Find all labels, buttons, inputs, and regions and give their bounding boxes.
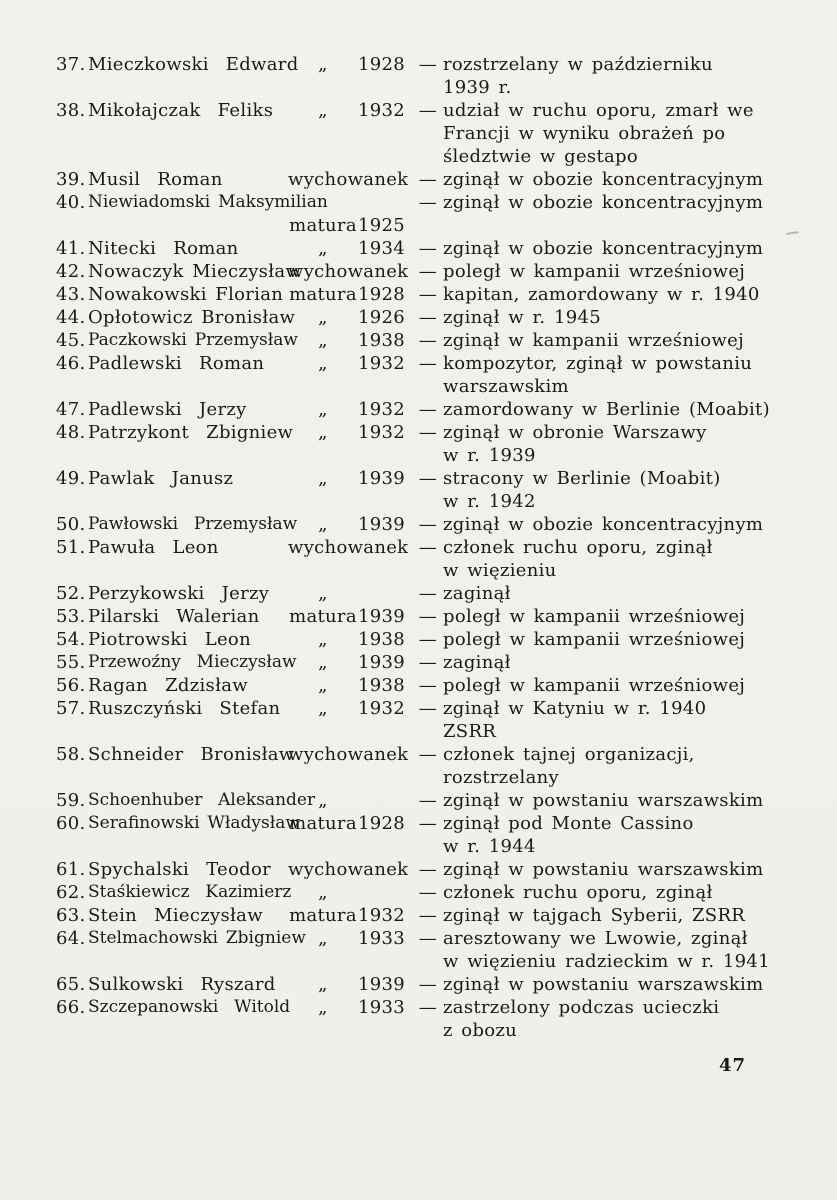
entry-name: Mikołajczak Feliks: [88, 100, 274, 121]
entry-description: [443, 398, 793, 421]
description-line: zastrzelony podczas ucieczki: [443, 997, 720, 1018]
entry-name: Perzykowski Jerzy: [88, 583, 270, 604]
entry-dash: —: [418, 169, 437, 190]
entry-description: [443, 283, 793, 306]
entry-status: wychowanek: [288, 859, 409, 880]
entry-dash: —: [418, 307, 437, 328]
entry-status: matura: [289, 905, 357, 926]
description-line: ZSRR: [443, 721, 497, 742]
list-entry-continuation: [56, 214, 793, 237]
description-line: zginął w powstaniu warszawskim: [443, 974, 764, 995]
entry-name: Mieczkowski Edward: [88, 54, 299, 75]
description-line: zamordowany w Berlinie (Moabit): [443, 399, 770, 420]
entry-year: 1928: [358, 813, 406, 834]
entry-year: [358, 881, 400, 904]
list-entry: [56, 398, 793, 421]
entry-number: 37.: [56, 54, 86, 75]
entry-dash: —: [418, 974, 437, 995]
entry-name: Serafinowski Władysław: [88, 813, 300, 833]
entry-name: Musil Roman: [88, 169, 223, 190]
entry-name: Pilarski Walerian: [88, 606, 260, 627]
entry-description: [443, 605, 793, 628]
entry-description: [443, 927, 793, 973]
entry-year: 1939: [358, 514, 406, 535]
description-line: z obozu: [443, 1020, 518, 1041]
entry-description: [443, 858, 793, 881]
entry-status: „: [318, 468, 328, 489]
entry-number: 53.: [56, 606, 86, 627]
list-entry: [56, 973, 793, 996]
entry-dash: —: [418, 928, 437, 949]
entry-dash: —: [418, 698, 437, 719]
entry-name: Pawuła Leon: [88, 537, 219, 558]
description-line: udział w ruchu oporu, zmarł we: [443, 100, 754, 121]
entry-name: Stein Mieczysław: [88, 905, 263, 926]
entry-year: 1938: [358, 330, 406, 351]
entry-dash: —: [418, 790, 437, 811]
description-line: kompozytor, zginął w powstaniu: [443, 353, 753, 374]
list-entry: [56, 306, 793, 329]
entry-number: 48.: [56, 422, 86, 443]
description-line: w więzieniu radzieckim w r. 1941: [443, 951, 770, 972]
description-line: kapitan, zamordowany w r. 1940: [443, 284, 760, 305]
list-entry: [56, 467, 793, 513]
entry-number: 47.: [56, 399, 86, 420]
description-line: stracony w Berlinie (Moabit): [443, 468, 721, 489]
entry-status: „: [318, 928, 328, 949]
entry-dash: —: [418, 422, 437, 443]
entry-status: „: [318, 307, 328, 328]
entry-number: 39.: [56, 169, 86, 190]
entry-status: „: [318, 974, 328, 995]
list-entry: [56, 536, 793, 582]
entry-dash: —: [418, 399, 437, 420]
entry-dash: —: [418, 813, 437, 834]
entry-status: „: [318, 54, 328, 75]
list-entry: [56, 53, 793, 99]
entry-description: [443, 697, 793, 743]
entry-description: [443, 513, 793, 536]
entry-name: Padlewski Jerzy: [88, 399, 247, 420]
entry-description: [443, 812, 793, 858]
entry-number: 38.: [56, 100, 86, 121]
entry-description: [443, 260, 793, 283]
entry-dash: —: [418, 100, 437, 121]
entry-description: [443, 628, 793, 651]
entry-name: Patrzykont Zbigniew: [88, 422, 294, 443]
entry-year: 1939: [358, 606, 406, 627]
entry-status: wychowanek: [288, 169, 409, 190]
entry-status: „: [318, 698, 328, 719]
list-entry: [56, 283, 793, 306]
description-line: członek ruchu oporu, zginął: [443, 882, 713, 903]
description-line: zaginął: [443, 583, 511, 604]
description-line: rozstrzelany w październiku: [443, 54, 713, 75]
entry-dash: —: [418, 675, 437, 696]
description-line: Francji w wyniku obrażeń po: [443, 123, 726, 144]
entry-name: Nowakowski Florian: [88, 284, 284, 305]
entry-dash: —: [418, 859, 437, 880]
entry-status: „: [318, 238, 328, 259]
entry-description: [443, 789, 793, 812]
entry-description: [443, 881, 793, 904]
description-line: zginął pod Monte Cassino: [443, 813, 694, 834]
entry-number: 42.: [56, 261, 86, 282]
entry-description: [443, 674, 793, 697]
entry-year: 1933: [358, 928, 406, 949]
entry-dash: —: [418, 353, 437, 374]
description-line: poległ w kampanii wrześniowej: [443, 606, 746, 627]
list-entry: [56, 743, 793, 789]
entry-year: 1934: [358, 238, 406, 259]
entry-number: 63.: [56, 905, 86, 926]
list-entry: [56, 904, 793, 927]
entry-name: Schneider Bronisław: [88, 744, 295, 765]
entry-description: [443, 99, 793, 168]
entry-year: 1932: [358, 422, 406, 443]
entry-number: 45.: [56, 330, 86, 351]
entry-year: [358, 789, 400, 812]
entry-status: „: [318, 514, 328, 535]
entry-dash: —: [418, 261, 437, 282]
description-line: poległ w kampanii wrześniowej: [443, 675, 746, 696]
entry-name: Paczkowski Przemysław: [88, 330, 298, 350]
entry-number: 51.: [56, 537, 86, 558]
entry-status: matura: [289, 284, 357, 305]
entry-description: [443, 191, 793, 214]
entry-dash: —: [418, 997, 437, 1018]
description-line: członek ruchu oporu, zginął: [443, 537, 713, 558]
entry-name: Ragan Zdzisław: [88, 675, 248, 696]
description-line: zginął w kampanii wrześniowej: [443, 330, 744, 351]
description-line: członek tajnej organizacji,: [443, 744, 695, 765]
entry-number: 52.: [56, 583, 86, 604]
list-entry: [56, 329, 793, 352]
entry-dash: —: [418, 238, 437, 259]
entry-number: 43.: [56, 284, 86, 305]
entry-year: 1938: [358, 675, 406, 696]
entry-year: 1932: [358, 100, 406, 121]
entry-number: [56, 214, 88, 237]
entry-name: Stelmachowski Zbigniew: [88, 928, 306, 948]
entry-number: 56.: [56, 675, 86, 696]
entry-year: 1938: [358, 629, 406, 650]
entry-number: 49.: [56, 468, 86, 489]
entry-description: [443, 467, 793, 513]
entry-year: 1928: [358, 54, 406, 75]
entry-status: „: [318, 675, 328, 696]
entry-number: 44.: [56, 307, 86, 328]
entry-status: „: [318, 353, 328, 374]
entry-status: „: [318, 629, 328, 650]
entry-dash: —: [418, 629, 437, 650]
list-entry: [56, 237, 793, 260]
description-line: w więzieniu: [443, 560, 557, 581]
entry-dash: —: [418, 905, 437, 926]
list-entry: [56, 858, 793, 881]
entry-number: 54.: [56, 629, 86, 650]
description-line: zginął w obozie koncentracyjnym: [443, 238, 764, 259]
entry-dash: —: [418, 284, 437, 305]
list-entry: [56, 812, 793, 858]
entry-name: Ruszczyński Stefan: [88, 698, 281, 719]
description-line: zginął w powstaniu warszawskim: [443, 790, 764, 811]
entry-name: Nitecki Roman: [88, 238, 239, 259]
entry-year: 1939: [358, 468, 406, 489]
entry-name: Padlewski Roman: [88, 353, 265, 374]
entry-name: Pawlak Janusz: [88, 468, 234, 489]
list-entry: [56, 99, 793, 168]
list-entry: [56, 260, 793, 283]
description-line: w r. 1942: [443, 491, 536, 512]
entry-number: 40.: [56, 192, 86, 213]
description-line: warszawskim: [443, 376, 569, 397]
description-line: poległ w kampanii wrześniowej: [443, 629, 746, 650]
entry-description: [443, 743, 793, 789]
description-line: zaginął: [443, 652, 511, 673]
description-line: zginął w obozie koncentracyjnym: [443, 192, 764, 213]
entry-description: [443, 582, 793, 605]
entry-status: „: [318, 882, 328, 903]
entry-description: [443, 352, 793, 398]
entry-description: [443, 214, 793, 237]
description-line: zginął w r. 1945: [443, 307, 601, 328]
entry-name: Pawłowski Przemysław: [88, 514, 298, 534]
description-line: poległ w kampanii wrześniowej: [443, 261, 746, 282]
entry-description: [443, 651, 793, 674]
entry-dash: [400, 214, 443, 237]
entry-status: „: [318, 399, 328, 420]
entry-status: „: [318, 330, 328, 351]
entry-number: 65.: [56, 974, 86, 995]
list-entry: [56, 697, 793, 743]
description-line: śledztwie w gestapo: [443, 146, 638, 167]
description-line: w r. 1939: [443, 445, 536, 466]
list-entry: [56, 674, 793, 697]
entry-year: 1925: [358, 215, 406, 236]
entry-number: 62.: [56, 882, 86, 903]
entry-description: [443, 329, 793, 352]
entry-description: [443, 168, 793, 191]
entry-status: wychowanek: [288, 744, 409, 765]
entry-name: Niewiadomski Maksymilian: [88, 192, 328, 212]
entry-status: „: [318, 790, 328, 811]
entry-dash: —: [418, 330, 437, 351]
description-line: zginął w Katyniu w r. 1940: [443, 698, 707, 719]
entry-description: [443, 996, 793, 1042]
entry-year: 1932: [358, 698, 406, 719]
entry-number: 60.: [56, 813, 86, 834]
list-entry: [56, 927, 793, 973]
list-entry: [56, 352, 793, 398]
entry-status: matura: [289, 813, 357, 834]
entry-dash: —: [418, 882, 437, 903]
entry-description: [443, 53, 793, 99]
list-entry: [56, 513, 793, 536]
entry-year: 1939: [358, 974, 406, 995]
entry-number: 50.: [56, 514, 86, 535]
description-line: rozstrzelany: [443, 767, 559, 788]
entry-name: [88, 214, 288, 237]
entry-status: „: [318, 652, 328, 673]
entry-name: Schoenhuber Aleksander: [88, 790, 316, 810]
list-entry: [56, 996, 793, 1042]
entry-number: 58.: [56, 744, 86, 765]
entry-dash: —: [418, 583, 437, 604]
entry-year: 1926: [358, 307, 406, 328]
entry-name: Sulkowski Ryszard: [88, 974, 276, 995]
description-line: zginął w obozie koncentracyjnym: [443, 514, 764, 535]
entry-number: 55.: [56, 652, 86, 673]
list-entry: [56, 605, 793, 628]
entry-name: Opłotowicz Bronisław: [88, 307, 296, 328]
list-entry: [56, 881, 793, 904]
entry-dash: —: [418, 54, 437, 75]
entry-name: Staśkiewicz Kazimierz: [88, 882, 292, 902]
list-entry: [56, 191, 793, 214]
entry-number: 64.: [56, 928, 86, 949]
description-line: 1939 r.: [443, 77, 512, 98]
entry-status: „: [318, 997, 328, 1018]
description-line: zginął w powstaniu warszawskim: [443, 859, 764, 880]
entry-status: matura: [289, 606, 357, 627]
description-line: zginął w obozie koncentracyjnym: [443, 169, 764, 190]
list-entry: [56, 421, 793, 467]
entry-dash: —: [418, 192, 437, 213]
entry-status: wychowanek: [288, 537, 409, 558]
entry-description: [443, 904, 793, 927]
list-entry: [56, 651, 793, 674]
entry-dash: —: [418, 744, 437, 765]
entry-name: Przewoźny Mieczysław: [88, 652, 297, 672]
entry-year: 1939: [358, 652, 406, 673]
entry-year: 1932: [358, 399, 406, 420]
description-line: zginął w tajgach Syberii, ZSRR: [443, 905, 746, 926]
list-entry: [56, 168, 793, 191]
entry-number: 59.: [56, 790, 86, 811]
entry-number: 41.: [56, 238, 86, 259]
entry-number: 46.: [56, 353, 86, 374]
list-entry: [56, 582, 793, 605]
entry-year: [358, 191, 400, 214]
entry-dash: —: [418, 468, 437, 489]
entry-number: 57.: [56, 698, 86, 719]
entry-year: 1932: [358, 905, 406, 926]
entry-status: „: [318, 583, 328, 604]
entry-dash: —: [418, 652, 437, 673]
entry-description: [443, 973, 793, 996]
entry-year: 1932: [358, 353, 406, 374]
entry-number: 66.: [56, 997, 86, 1018]
entry-name: Szczepanowski Witold: [88, 997, 291, 1017]
entry-status: matura: [289, 215, 357, 236]
entry-description: [443, 306, 793, 329]
page-number: 47: [719, 1055, 747, 1076]
entry-status: „: [318, 100, 328, 121]
entry-year: 1933: [358, 997, 406, 1018]
entry-name: Spychalski Teodor: [88, 859, 271, 880]
entry-name: Piotrowski Leon: [88, 629, 251, 650]
entry-number: 61.: [56, 859, 86, 880]
description-line: w r. 1944: [443, 836, 536, 857]
entry-status: [288, 191, 358, 214]
entry-dash: —: [418, 606, 437, 627]
entry-name: Nowaczyk Mieczysław: [88, 261, 302, 282]
entry-description: [443, 237, 793, 260]
entry-dash: —: [418, 514, 437, 535]
entry-year: [358, 582, 400, 605]
casualty-list: [56, 53, 793, 1042]
entry-status: „: [318, 422, 328, 443]
list-entry: [56, 789, 793, 812]
entry-description: [443, 421, 793, 467]
list-entry: [56, 628, 793, 651]
description-line: aresztowany we Lwowie, zginął: [443, 928, 748, 949]
entry-status: wychowanek: [288, 261, 409, 282]
description-line: zginął w obronie Warszawy: [443, 422, 707, 443]
entry-year: 1928: [358, 284, 406, 305]
entry-description: [443, 536, 793, 582]
entry-dash: —: [418, 537, 437, 558]
